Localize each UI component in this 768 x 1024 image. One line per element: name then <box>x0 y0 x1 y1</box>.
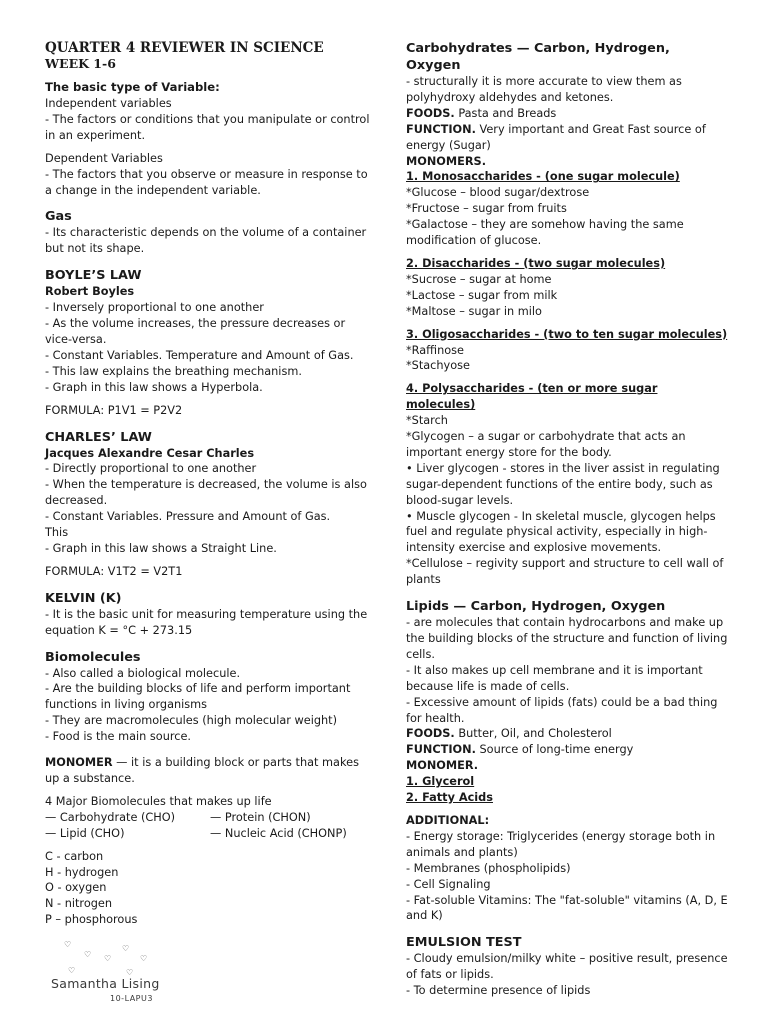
gas-desc: - Its characteristic depends on the volume of a container but not its shape. <box>45 226 367 256</box>
lipids-function <box>406 742 728 758</box>
charles-line: - Constant Variables. Pressure and Amount of Gas. <box>45 510 331 524</box>
oligo-heading: 3. Oligosaccharides - (two to ten sugar molecules) <box>406 327 728 341</box>
emulsion-line: - To determine presence of lipids <box>406 984 591 998</box>
foods-label: FOODS. <box>406 106 455 120</box>
major-cell: — Nucleic Acid (CHONP) <box>210 826 347 840</box>
heart-icon: ♡ <box>104 954 112 963</box>
signature-name: Samantha Lising <box>51 976 160 991</box>
oligo-item: *Raffinose <box>406 343 465 357</box>
variables-heading: The basic type of Variable: <box>45 80 220 94</box>
charles-heading: CHARLES’ LAW <box>45 429 152 445</box>
di-item: *Sucrose – sugar at home <box>406 272 552 286</box>
function-label: FUNCTION. <box>406 743 476 757</box>
dependent-label: Dependent Variables <box>45 151 163 165</box>
heart-icon: ♡ <box>84 950 92 959</box>
lipids-foods <box>406 726 728 742</box>
foods-value: Butter, Oil, and Cholesterol <box>454 727 612 741</box>
boyle-formula: FORMULA: P1V1 = P2V2 <box>45 403 183 417</box>
oligo-item: *Stachyose <box>406 359 470 373</box>
document-title: QUARTER 4 REVIEWER IN SCIENCE <box>45 40 324 56</box>
carbs-function <box>406 122 728 154</box>
monomer-definition <box>45 755 370 787</box>
charles-line: This <box>45 526 69 540</box>
signature-class: 10-LAPU3 <box>110 994 153 1003</box>
element-item: C - carbon <box>45 849 104 863</box>
element-item: P – phosphorous <box>45 913 138 927</box>
major-row <box>45 826 370 842</box>
element-item: H - hydrogen <box>45 865 119 879</box>
monomers-label: MONOMERS. <box>406 154 486 168</box>
biomolecules-line: - Also called a biological molecule. <box>45 666 241 680</box>
additional-label: ADDITIONAL: <box>406 813 490 827</box>
boyle-line: - Graph in this law shows a Hyperbola. <box>45 380 263 394</box>
foods-label: FOODS. <box>406 727 455 741</box>
lipids-heading: Lipids — Carbon, Hydrogen, Oxygen <box>406 599 666 615</box>
lipids-line: - are molecules that contain hydrocarbons and make up the building blocks of the structure and function of living cells. <box>406 616 728 661</box>
lipids-line: - It also makes up cell membrane and it is important because life is made of cells. <box>406 663 703 693</box>
monomer-label: MONOMER <box>45 756 113 770</box>
foods-value: Pasta and Breads <box>454 106 557 120</box>
heart-icon: ♡ <box>122 944 130 953</box>
boyle-line: - Inversely proportional to one another <box>45 301 264 315</box>
additional-item: - Fat-soluble Vitamins: The "fat-soluble" vitamins (A, D, E and K) <box>406 893 728 923</box>
additional-item: - Membranes (phospholipids) <box>406 861 571 875</box>
right-column <box>406 40 728 999</box>
di-heading: 2. Disaccharides - (two sugar molecules) <box>406 256 666 270</box>
monomer-desc: — it is a building block or parts that makes up a substance. <box>45 756 359 785</box>
lipids-monomer-label: MONOMER. <box>406 759 479 773</box>
lipids-monomer-item: 2. Fatty Acids <box>406 791 493 805</box>
element-item: N - nitrogen <box>45 897 113 911</box>
heart-icon: ♡ <box>140 954 148 963</box>
heart-icon: ♡ <box>126 968 134 977</box>
boyle-heading: BOYLE’S LAW <box>45 268 142 284</box>
charles-formula: FORMULA: V1T2 = V2T1 <box>45 564 183 578</box>
carbs-heading: Carbohydrates — Carbon, Hydrogen, Oxygen <box>406 41 670 73</box>
function-value: Source of long-time energy <box>475 743 634 757</box>
major-cell: — Carbohydrate (CHO) <box>45 810 176 824</box>
biomolecules-line: - Food is the main source. <box>45 730 192 744</box>
mono-item: *Galactose – they are somehow having the same modification of glucose. <box>406 218 684 248</box>
major-cell: — Protein (CHON) <box>210 810 311 824</box>
boyle-line: - This law explains the breathing mechanism. <box>45 364 302 378</box>
independent-desc: - The factors or conditions that you manipulate or control in an experiment. <box>45 112 370 142</box>
kelvin-heading: KELVIN (K) <box>45 590 122 606</box>
boyle-line: - As the volume increases, the pressure decreases or vice-versa. <box>45 317 346 346</box>
mono-item: *Glucose – blood sugar/dextrose <box>406 186 590 200</box>
poly-item: • Muscle glycogen - In skeletal muscle, glycogen helps fuel and regulate physical activity, especially in high-intensity exercise and explosive movements. <box>406 509 716 555</box>
heart-icon: ♡ <box>68 966 76 975</box>
charles-person: Jacques Alexandre Cesar Charles <box>45 446 255 460</box>
mono-heading: 1. Monosaccharides - (one sugar molecule) <box>406 170 680 184</box>
poly-item: *Starch <box>406 414 448 428</box>
major-biomolecules-heading: 4 Major Biomolecules that makes up life <box>45 794 272 808</box>
poly-item: • Liver glycogen - stores in the liver assist in regulating sugar-dependent functions of the entire body, such as blood-sugar levels. <box>406 461 720 507</box>
lipids-line: - Excessive amount of lipids (fats) could be a bad thing for health. <box>406 695 718 725</box>
poly-item: *Cellulose – regivity support and structure to cell wall of plants <box>406 557 724 587</box>
charles-line: - Graph in this law shows a Straight Line. <box>45 541 277 555</box>
carbs-desc: - structurally it is more accurate to view them as polyhydroxy aldehydes and ketones. <box>406 75 682 104</box>
poly-item: *Glycogen – a sugar or carbohydrate that acts an important energy store for the body. <box>406 430 686 459</box>
charles-line: - Directly proportional to one another <box>45 462 257 476</box>
major-cell: — Lipid (CHO) <box>45 826 125 840</box>
left-column <box>45 40 370 928</box>
additional-item: - Energy storage: Triglycerides (energy storage both in animals and plants) <box>406 829 716 859</box>
carbs-foods <box>406 106 728 122</box>
major-row <box>45 810 370 826</box>
boyle-line: - Constant Variables. Temperature and Amount of Gas. <box>45 348 354 362</box>
lipids-monomer-item: 1. Glycerol <box>406 775 475 789</box>
function-value: Very important and Great Fast source of energy (Sugar) <box>406 122 706 152</box>
biomolecules-heading: Biomolecules <box>45 649 141 665</box>
kelvin-desc: - It is the basic unit for measuring temperature using the equation K = °C + 273.15 <box>45 607 368 637</box>
poly-heading: 4. Polysaccharides - (ten or more sugar molecules) <box>406 382 658 412</box>
di-item: *Lactose – sugar from milk <box>406 288 558 302</box>
biomolecules-line: - Are the building blocks of life and perform important functions in living organisms <box>45 682 351 712</box>
mono-item: *Fructose – sugar from fruits <box>406 202 567 216</box>
boyle-person: Robert Boyles <box>45 285 135 299</box>
function-label: FUNCTION. <box>406 122 476 136</box>
di-item: *Maltose – sugar in milo <box>406 304 542 318</box>
signature-block <box>48 940 168 1010</box>
additional-item: - Cell Signaling <box>406 877 491 891</box>
dependent-desc: - The factors that you observe or measure in response to a change in the independent variable. <box>45 167 368 197</box>
emulsion-heading: EMULSION TEST <box>406 935 522 951</box>
independent-label: Independent variables <box>45 97 172 110</box>
charles-line: - When the temperature is decreased, the volume is also decreased. <box>45 478 367 508</box>
document-subtitle: WEEK 1-6 <box>45 56 116 71</box>
heart-icon: ♡ <box>64 940 72 949</box>
gas-heading: Gas <box>45 209 72 225</box>
biomolecules-line: - They are macromolecules (high molecular weight) <box>45 714 337 728</box>
emulsion-line: - Cloudy emulsion/milky white – positive result, presence of fats or lipids. <box>406 952 728 982</box>
element-item: O - oxygen <box>45 881 107 895</box>
